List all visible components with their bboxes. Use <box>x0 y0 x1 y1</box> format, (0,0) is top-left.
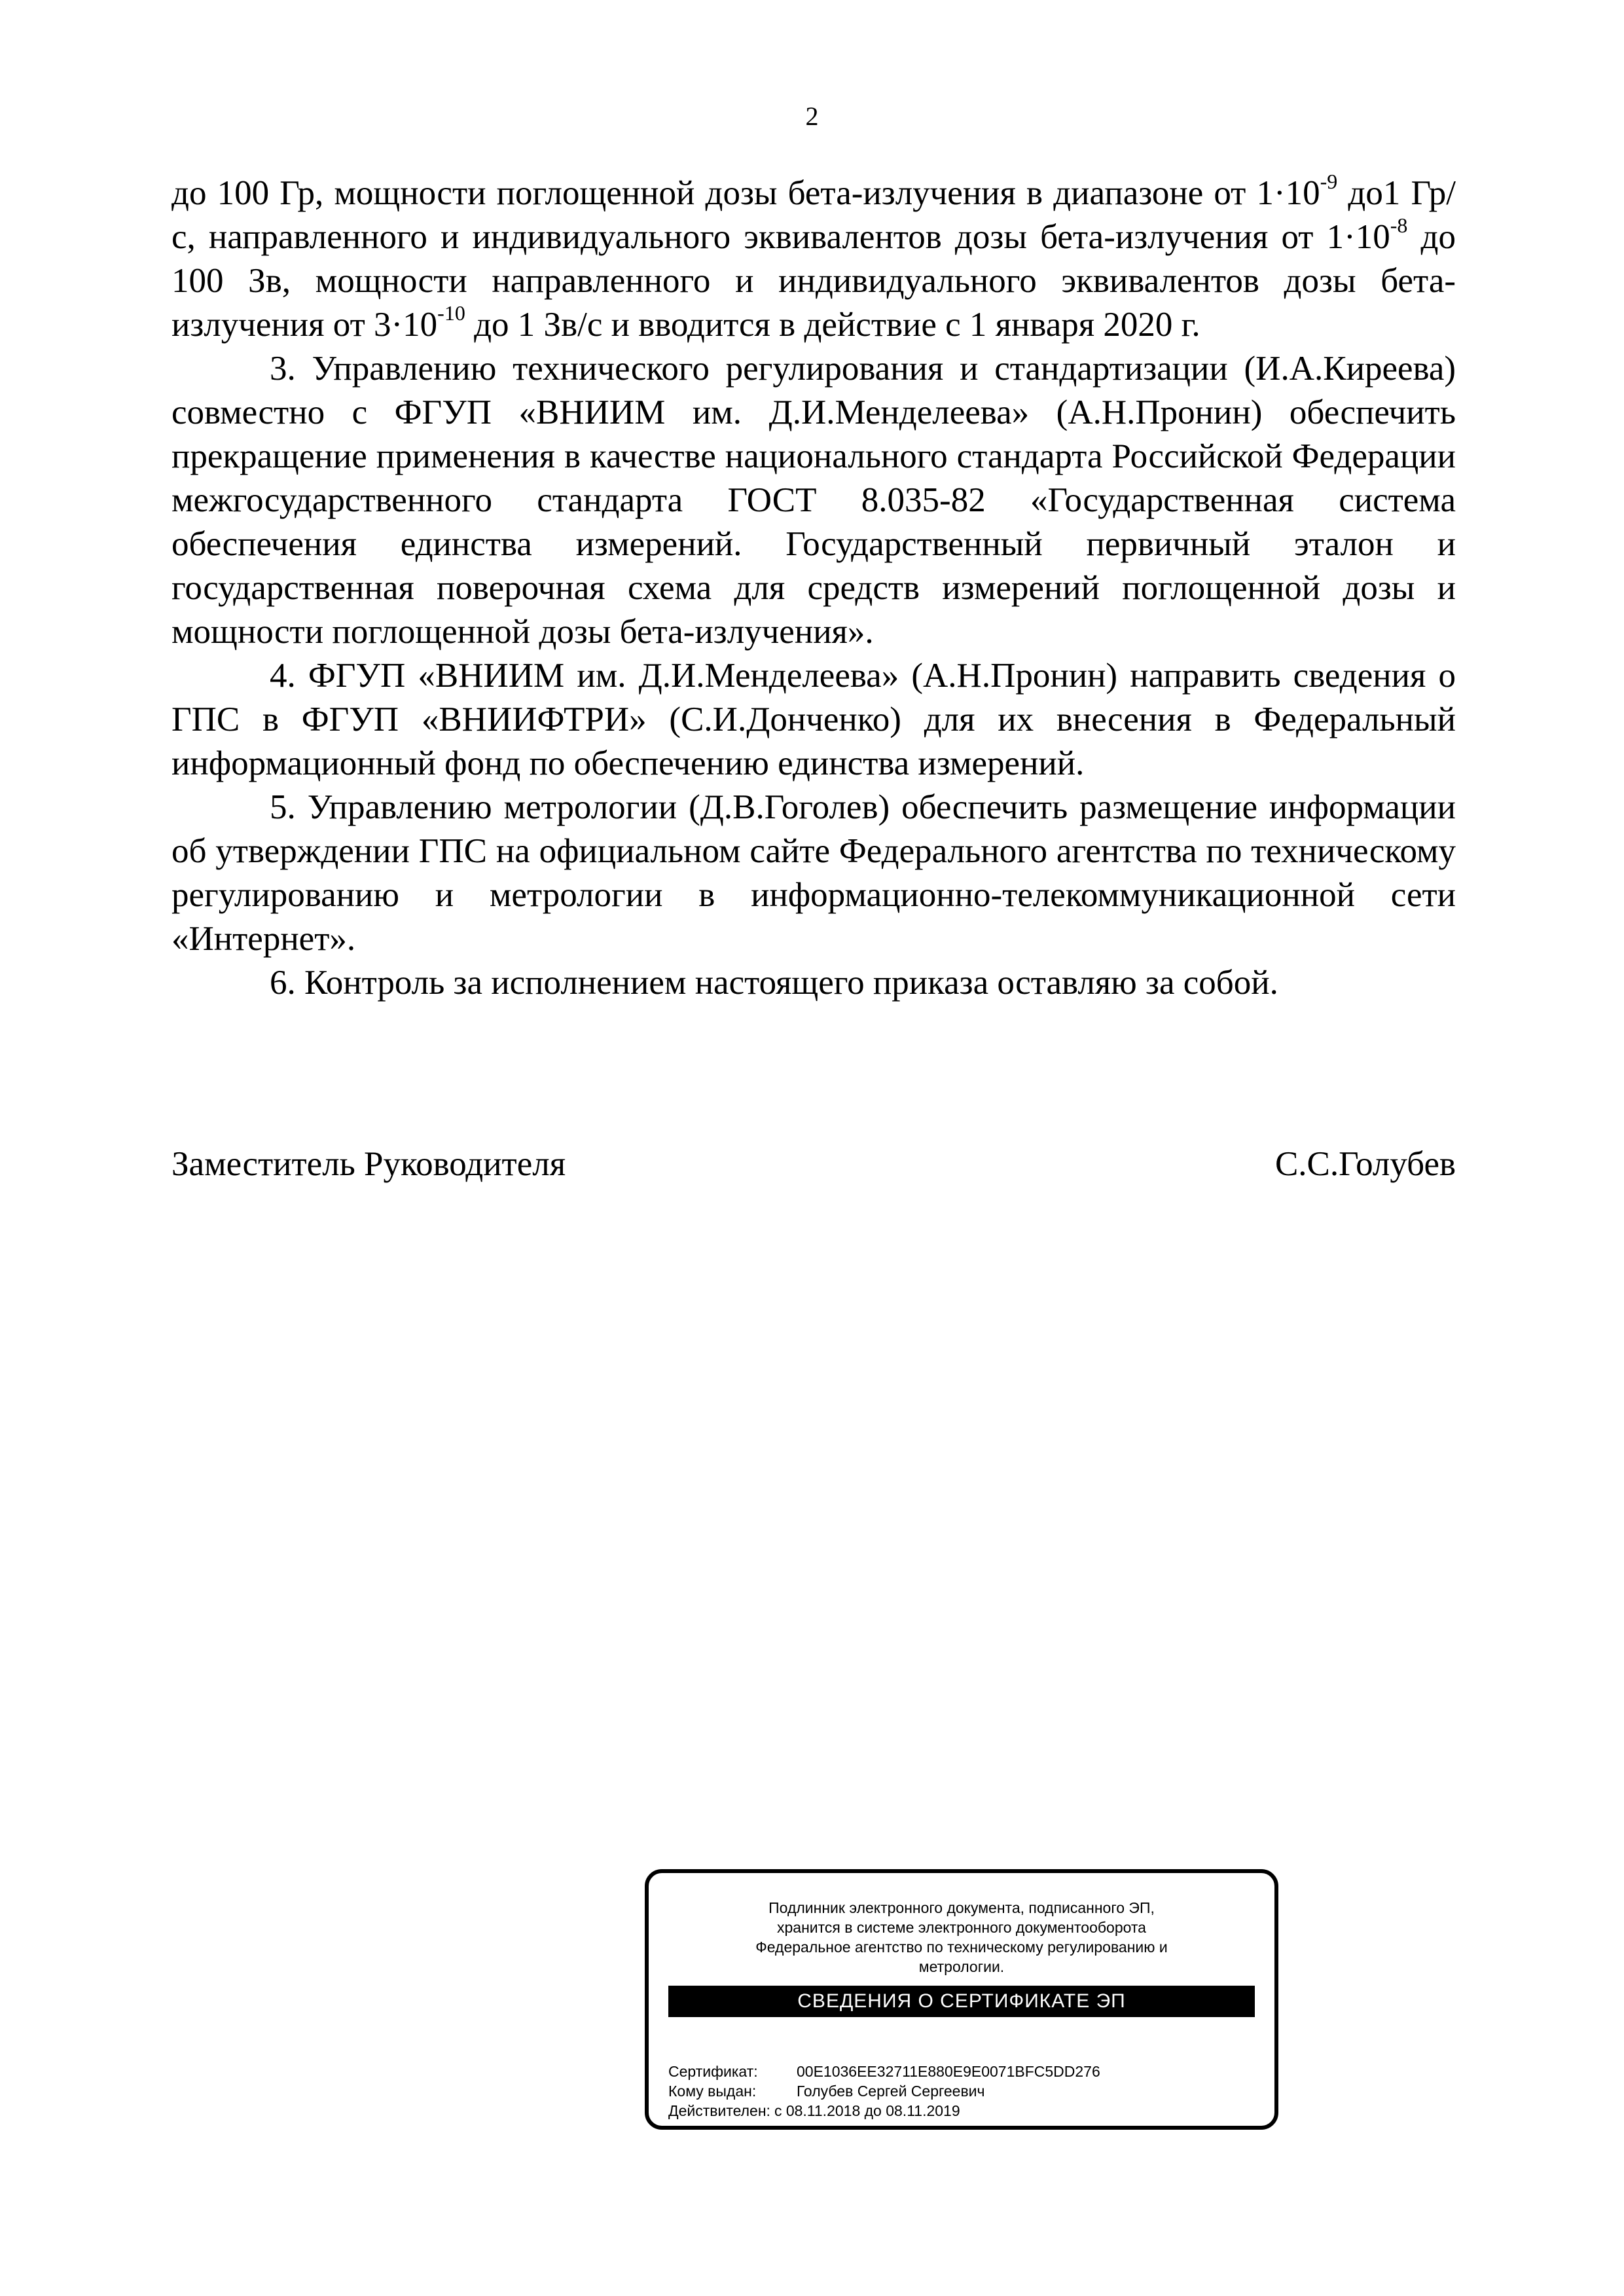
paragraph-3: 3. Управлению технического регулирования и стандартизации (И.А.Киреева) совместно с ФГУП «ВНИИМ им. Д.И.Менделеева» (А.Н.Пронин) обеспечить прекращение применения в качестве национального стандарта Российской Федерации межгосударственного стандарта ГОСТ 8.035-82 «Государственная система обеспечения единства измерений. Государственный первичный эталон и государственная поверочная схема для средств измерений поглощенной дозы и мощности поглощенной дозы бета-излучения». <box>171 350 1456 651</box>
issued-to-label: Кому выдан: <box>668 2083 757 2100</box>
signatory-name: С.С.Голубев <box>1274 1145 1456 1183</box>
stamp-header-line: Подлинник электронного документа, подписанного ЭП, <box>768 1899 1155 1916</box>
paragraph-5: 5. Управлению метрологии (Д.В.Гоголев) обеспечить размещение информации об утверждении ГПС на официальном сайте Федерального агентства по техническому регулированию и метрологии в информационно-телекоммуникационной сети «Интернет». <box>171 788 1456 958</box>
certificate-details <box>668 2062 1255 2121</box>
stamp-header <box>668 1898 1255 1977</box>
issued-to-value: Голубев Сергей Сергеевич <box>797 2083 985 2100</box>
stamp-header-line: Федеральное агентство по техническому регулированию и <box>755 1939 1168 1956</box>
certificate-row <box>668 2062 1255 2081</box>
signature-block <box>171 1142 1456 1186</box>
page-number: 2 <box>805 101 819 131</box>
stamp-header-line: метрологии. <box>918 1958 1005 1975</box>
issued-to-row <box>668 2081 1255 2101</box>
validity-value: с 08.11.2018 до 08.11.2019 <box>774 2102 960 2119</box>
electronic-signature-stamp <box>645 1869 1278 2130</box>
certificate-info-title: СВЕДЕНИЯ О СЕРТИФИКАТЕ ЭП <box>668 1986 1255 2017</box>
validity-label: Действителен: <box>668 2102 770 2119</box>
paragraph-2-continuation: до 100 Гр, мощности поглощенной дозы бета-излучения в диапазоне от $1\cdot 10^{-9}$ до1 Гр/с, направленного и индивидуального эквивалентов дозы бета-излучения от $1\cdot 10^{-8}$ до 100 Зв, мощности направленного и индивидуального эквивалентов дозы бета-излучения от $3\cdot 10^{-10}$ до 1 Зв/с и вводится в действие с 1 января 2020 г. <box>171 170 1456 344</box>
paragraph-6: 6. Контроль за исполнением настоящего приказа оставляю за собой. <box>270 964 1278 1002</box>
stamp-header-line: хранится в системе электронного документооборота <box>777 1919 1146 1936</box>
order-body <box>171 172 1456 1005</box>
certificate-label: Сертификат: <box>668 2063 758 2080</box>
certificate-value: 00E1036EE32711E880E9E0071BFC5DD276 <box>797 2063 1100 2080</box>
validity-row <box>668 2101 1255 2121</box>
paragraph-4: 4. ФГУП «ВНИИМ им. Д.И.Менделеева» (А.Н.Пронин) направить сведения о ГПС в ФГУП «ВНИИФТРИ» (С.И.Донченко) для их внесения в Федеральный информационный фонд по обеспечению единства измерений. <box>171 657 1456 782</box>
signatory-position: Заместитель Руководителя <box>171 1145 566 1183</box>
